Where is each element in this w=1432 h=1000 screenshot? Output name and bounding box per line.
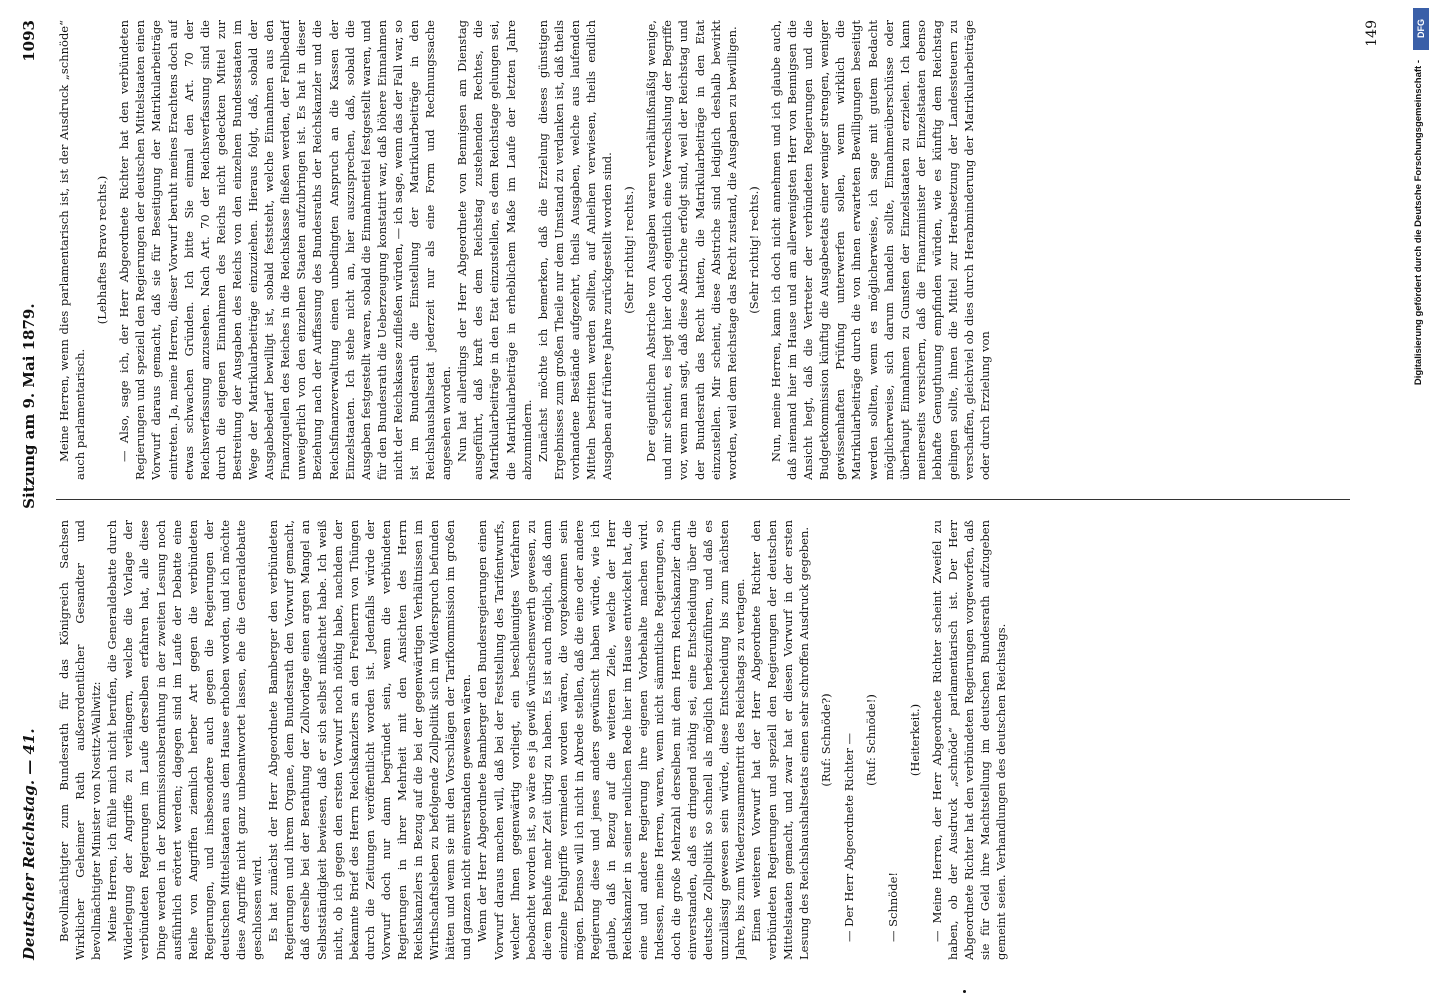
digitization-sidebar <box>1410 0 1432 1000</box>
interjection: (Ruf: Schnöde?) <box>819 693 834 787</box>
paragraph: Es hat zunächst der Herr Abgeordnete Bamberger den verbündeten Regierungen und ihrem Organe, dem Bundesrath den Vorwurf gemacht, daß derselbe bei der Berathung der Zollvorlage einen argen Mangel an Selbstständigkeit bewiesen, daß er sich selbst mißachtet habe. Ich weiß nicht, ob ich gegen den ersten Vorwurf noch nöthig habe, nachdem der bekannte Brief des Herrn Reichskanzlers an den Freiherrn von Thüngen durch die Zeitungen veröffentlicht worden ist. Jedenfalls würde der Vorwurf doch nur dann begründet sein, wenn die verbündeten Regierungen in ihrer Mehrheit mit den Ansichten des Herrn Reichskanzlers in Bezug auf die bei der gegenwärtigen Verhältnissen im Wirthschaftsleben zu befolgende Zollpolitik sich im Widerspruch befunden hätten und wenn sie mit den Vorschlägen der Tarifkommission im großen und ganzen nicht einverstanden gewesen wären. <box>266 520 474 960</box>
footer-page-number: 149 <box>1364 20 1380 47</box>
header-page-number: 1093 <box>20 20 38 62</box>
digitization-credit: Digitalisierung gefördert durch die Deutsche Forschungsgemeinschaft - <box>1413 60 1424 386</box>
interjection: (Sehr richtig! rechts.) <box>746 186 761 314</box>
interjection: (Ruf: Schnöde!) <box>863 694 878 786</box>
paragraph: — Schnöde! <box>885 872 900 942</box>
paragraph: — Meine Herren, der Herr Abgeordnete Richter scheint Zweifel zu haben, ob der Ausdruck „schnöde“ parlamentarisch ist. Der Herr Abgeordnete Richter hat den verbündeten Regierungen vorgeworfen, daß sie für Geld ihre Machtstellung im deutschen Bundesrath aufzugeben gemeint seien. Verhandlungen des deutschen Reichstags. <box>929 520 1009 960</box>
paragraph: Der eigentlichen Abstriche von Ausgaben waren verhältnißmäßig wenige, und mir scheint, es liegt hier doch eigentlich eine Verwechslung der Begriffe vor, wenn man sagt, daß diese Abstriche erfolgt sind, weil der Reichstag und der Bundesrath das Recht hatten, die Matrikularbeiträge in den Etat einzustellen. Mir scheint, diese Abstriche sind lediglich deshalb bewirkt worden, weil dem Reichstage das Recht zustand, die Ausgaben zu bewilligen. <box>644 20 739 480</box>
left-column <box>56 520 1360 960</box>
page-header <box>20 20 46 960</box>
paragraph: Nun hat allerdings der Herr Abgeordnete von Bennigsen am Dienstag ausgeführt, daß kraft des dem Reichstag zustehenden Rechtes, die Matrikularbeiträge in den Etat einzustellen, es dem Reichstage gelungen sei, die Matrikularbeiträge in erheblichem Maße im Laufe der letzten Jahre abzumindern. <box>455 20 534 480</box>
interjection: (Heiterkeit.) <box>907 703 922 777</box>
right-column <box>56 20 1360 480</box>
paragraph: Meine Herren, ich fühle mich nicht berufen, die Generaldebatte durch Widerlegung der Angriffe zu verlängern, welche die Vorlage der verbündeten Regierungen im Laufe derselben erfahren hat, alle diese Dinge werden in der Kommissionsberathung in der zweiten Lesung noch ausführlich erörtert werden; dagegen sind im Laufe der Debatte eine Reihe von Angriffen ziemlich herber Art gegen die verbündeten Regierungen, und insbesondere auch gegen die Regierungen der deutschen Mittelstaaten aus dem Hause erhoben worden, und ich möchte diese Angriffe nicht ganz unbeantwortet lassen, ehe die Generaldebatte geschlossen wird. <box>105 520 265 960</box>
paragraph: Einen weiteren Vorwurf hat der Herr Abgeordnete Richter den verbündeten Regierungen und speziell den Regierungen der deutschen Mittelstaaten gemacht, und zwar hat er diesen Vorwurf in der ersten Lesung des Reichshaushaltsetats einen sehr schroffen Ausdruck gegeben. <box>749 520 812 960</box>
column-divider <box>56 499 1350 500</box>
interjection: (Lebhaftes Bravo rechts.) <box>95 175 110 325</box>
paragraph: — Der Herr Abgeordnete Richter — <box>841 733 856 942</box>
interjection: (Sehr richtig! rechts.) <box>622 186 637 314</box>
header-left: Deutscher Reichstag. — 41. <box>20 728 38 960</box>
header-session: Sitzung am 9. Mai 1879. <box>20 303 38 509</box>
scan-artifact-dot <box>963 990 966 993</box>
paragraph: Nun, meine Herren, kann ich doch nicht annehmen und ich glaube auch, daß niemand hier im Hause und am allerwenigsten Herr von Bennigsen die Ansicht hegt, daß die Vertreter der verbündeten Regierungen und die Budgetkommission künftig die Ausgabeetats einer weniger strengen, weniger gewissenhaften Prüfung unterwerfen sollen, wenn wirklich die Matrikularbeiträge durch die von ihnen erwarteten Bewilligungen beseitigt werden sollten, wenn es möglicherweise, ich sage mit gutem Bedacht möglicherweise, sich darum handeln sollte, Einnahmeüberschüsse oder überhaupt Einnahmen zu Gunsten der Einzelstaaten zu erzielen. Ich kann meinerseits versichern, daß die Finanzminister der Einzelstaaten ebenso lebhafte Genugthuung empfinden würden, wie es künftig dem Reichstag gelingen sollte, ihnen die Mittel zur Herabsetzung der Landessteuern zu verschaffen, gleichviel ob dies durch Herabminderung der Matrikularbeiträge oder durch Erzielung von <box>768 20 993 480</box>
paragraph: — Also, sage ich, der Herr Abgeordnete Richter hat den verbündeten Regierungen und speziell den Regierungen der deutschen Mittelstaaten einen Vorwurf daraus gemacht, daß sie für Beseitigung der Matrikularbeiträge eintreten. Ja, meine Herren, dieser Vorwurf beruht meines Erachtens doch auf etwas schwachen Gründen. Ich bitte Sie einmal den Art. 70 der Reichsverfassung anzusehen. Nach Art. 70 der Reichsverfassung sind die durch die eigenen Einnahmen des Reichs nicht gedeckten Mittel zur Bestreitung der Ausgaben des Reichs von den einzelnen Bundesstaaten im Wege der Matrikularbeiträge einzuziehen. Hieraus folgt, daß, sobald der Ausgabebedarf bewilligt ist, sobald feststeht, welche Einnahmen aus den Finanzquellen des Reiches in die Reichskasse fließen werden, der Fehlbedarf unweigerlich von den einzelnen Staaten aufzubringen ist. Es hat in dieser Beziehung nach der Auffassung des Bundesraths der Reichskanzler und die Reichsfinanzverwaltung einen unbedingten Anspruch an die Kassen der Einzelstaaten. Ich stehe nicht an, hier auszusprechen, daß, sobald die Ausgaben festgestellt waren, sobald die Einnahmetitel festgestellt waren, und für den Bundesrath die Ueberzeugung konstatirt war, daß höhere Einnahmen nicht der Reichskasse zufließen würden, — ich sage, wenn das der Fall war, so ist im Bundesrath die Einstellung der Matrikularbeiträge in den Reichshaushaltsetat jederzeit nur als eine Form und Rechnungssache angesehen worden. <box>117 20 454 480</box>
paragraph: Meine Herren, wenn dies parlamentarisch ist, ist der Ausdruck „schnöde“ auch parlamentarisch. <box>57 20 88 480</box>
paragraph: Wenn der Herr Abgeordnete Bamberger den Bundesregierungen einen Vorwurf daraus machen will, daß bei der Feststellung des Tarifentwurfs, welcher Ihnen gegenwärtig vorliegt, ein beschleunigtes Verfahren beobachtet worden ist, so wäre es ja gewiß wünschenswerth gewesen, zu die'em Behufe mehr Zeit übrig zu haben. Es ist auch möglich, daß dann einzelne Fehlgriffe vermieden worden wären, die vorgekommen sein mögen. Ebenso will ich nicht in Abrede stellen, daß die eine oder andere Regierung diese und jenes anders gewünscht haben würde, wie ich glaube, daß in Bezug auf die weiteren Ziele, welche der Herr Reichskanzler in seiner neulichen Rede hier im Hause entwickelt hat, die eine und andere Regierung ihre eigenen Vorbehalte machen wird. Indessen, meine Herren, waren, wenn nicht sämmtliche Regierungen, so doch die große Mehrzahl derselben mit dem Herrn Reichskanzler darin einverstanden, daß es dringend nöthig sei, eine Entscheidung über die deutsche Zollpolitik so schnell als möglich herbeizuführen, und daß es unzulässig gewesen sein würde, diese Entscheidung bis zum nächsten Jahre, bis zum Wiederzusammentritt des Reichstags zu vertagen. <box>475 520 747 960</box>
paragraph: Bevollmächtigter zum Bundesrath für das Königreich Sachsen Wirklicher Geheimer Rath außerordentlicher Gesandter und bevollmächtigter Minister von Nostitz-Wallwitz: <box>57 520 104 960</box>
dfg-logo: DFG <box>1413 8 1429 50</box>
paragraph: Zunächst möchte ich bemerken, daß die Erzielung dieses günstigen Ergebnisses zum großen Theile nur dem Umstand zu verdanken ist, daß theils vorhandene Bestände aufgezehrt, theils Ausgaben, welche aus laufenden Mitteln bestritten werden sollten, auf Anleihen verwiesen, theils endlich Ausgaben auf frühere Jahre zurückgestellt worden sind. <box>535 20 615 480</box>
